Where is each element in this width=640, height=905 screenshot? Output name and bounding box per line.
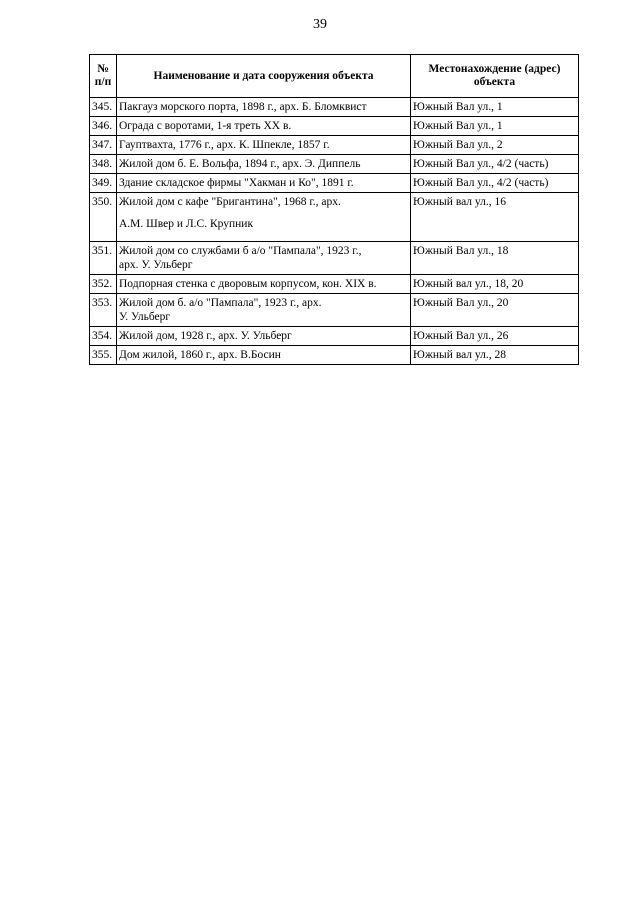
table-row bbox=[90, 346, 579, 365]
row-number: 355. bbox=[90, 346, 117, 365]
object-name-line: Жилой дом, 1928 г., арх. У. Ульберг bbox=[119, 330, 292, 342]
object-address: Южный Вал ул., 1 bbox=[411, 117, 579, 136]
object-name-line: Жилой дом б. Е. Вольфа, 1894 г., арх. Э. Диппель bbox=[119, 158, 361, 170]
object-name-line: Жилой дом с кафе "Бригантина", 1968 г., арх. bbox=[119, 196, 341, 208]
object-address: Южный Вал ул., 2 bbox=[411, 136, 579, 155]
row-number: 347. bbox=[90, 136, 117, 155]
object-name-line: арх. У. Ульберг bbox=[119, 259, 193, 271]
object-name-line: Подпорная стенка с дворовым корпусом, кон. XIX в. bbox=[119, 278, 377, 290]
object-name-cell bbox=[117, 174, 411, 193]
heritage-objects-table bbox=[89, 54, 579, 365]
row-number: 348. bbox=[90, 155, 117, 174]
object-name-line: Гауптвахта, 1776 г., арх. К. Шпекле, 1857 г. bbox=[119, 139, 330, 151]
object-name-cell bbox=[117, 193, 411, 242]
header-address: Местонахождение (адрес) объекта bbox=[411, 55, 579, 98]
table-row bbox=[90, 327, 579, 346]
row-number: 353. bbox=[90, 294, 117, 327]
object-name-line: Дом жилой, 1860 г., арх. В.Босин bbox=[119, 349, 281, 361]
table-row bbox=[90, 136, 579, 155]
table-row bbox=[90, 174, 579, 193]
table-row bbox=[90, 242, 579, 275]
object-name-cell bbox=[117, 117, 411, 136]
header-name: Наименование и дата сооружения объекта bbox=[117, 55, 411, 98]
table-row bbox=[90, 193, 579, 242]
object-name-line: Здание складское фирмы "Хакман и Ко", 1891 г. bbox=[119, 177, 354, 189]
object-address: Южный Вал ул., 1 bbox=[411, 98, 579, 117]
object-name-line: А.М. Швер и Л.С. Крупник bbox=[119, 218, 254, 230]
object-name-cell bbox=[117, 294, 411, 327]
row-number: 350. bbox=[90, 193, 117, 242]
object-name-cell bbox=[117, 155, 411, 174]
object-name-cell bbox=[117, 327, 411, 346]
object-address: Южный вал ул., 28 bbox=[411, 346, 579, 365]
table-row bbox=[90, 117, 579, 136]
object-name-line: Ограда с воротами, 1-я треть XX в. bbox=[119, 120, 292, 132]
row-number: 354. bbox=[90, 327, 117, 346]
row-number: 345. bbox=[90, 98, 117, 117]
object-name-line: Пакгауз морского порта, 1898 г., арх. Б. Бломквист bbox=[119, 101, 367, 113]
object-name-cell bbox=[117, 346, 411, 365]
object-name-line: Жилой дом со службами б а/о "Пампала", 1923 г., bbox=[119, 245, 362, 257]
table-row bbox=[90, 275, 579, 294]
object-name-cell bbox=[117, 98, 411, 117]
header-number: № п/п bbox=[90, 55, 117, 98]
row-number: 351. bbox=[90, 242, 117, 275]
table-row bbox=[90, 294, 579, 327]
object-name-cell bbox=[117, 136, 411, 155]
object-address: Южный Вал ул., 26 bbox=[411, 327, 579, 346]
object-name-line: У. Ульберг bbox=[119, 311, 171, 323]
object-name-cell bbox=[117, 275, 411, 294]
object-address: Южный Вал ул., 18 bbox=[411, 242, 579, 275]
row-number: 346. bbox=[90, 117, 117, 136]
object-address: Южный вал ул., 18, 20 bbox=[411, 275, 579, 294]
row-number: 349. bbox=[90, 174, 117, 193]
table-row bbox=[90, 155, 579, 174]
object-address: Южный вал ул., 16 bbox=[411, 193, 579, 242]
table-row bbox=[90, 98, 579, 117]
object-address: Южный Вал ул., 4/2 (часть) bbox=[411, 155, 579, 174]
object-address: Южный Вал ул., 20 bbox=[411, 294, 579, 327]
table-body bbox=[90, 98, 579, 365]
object-name-cell bbox=[117, 242, 411, 275]
table-header-row bbox=[90, 55, 579, 98]
row-number: 352. bbox=[90, 275, 117, 294]
object-name-line: Жилой дом б. а/о "Пампала", 1923 г., арх. bbox=[119, 297, 322, 309]
object-address: Южный Вал ул., 4/2 (часть) bbox=[411, 174, 579, 193]
page-number: 39 bbox=[313, 17, 327, 32]
